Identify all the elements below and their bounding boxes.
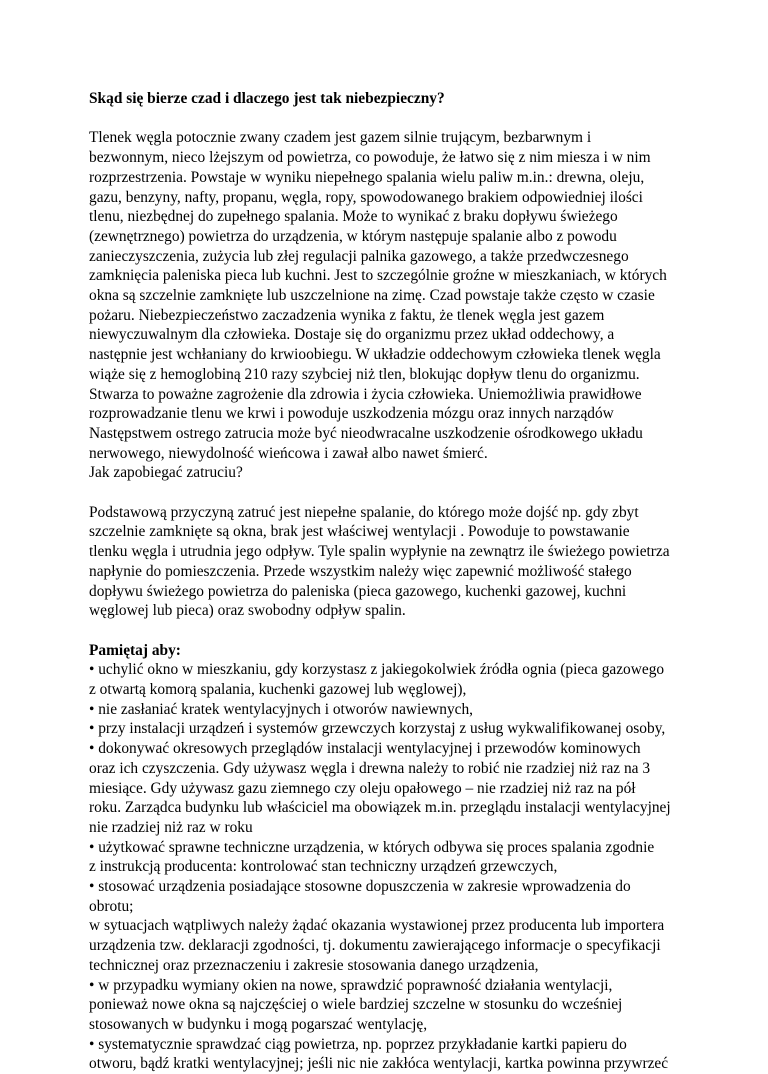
- list-line: • w przypadku wymiany okien na nowe, sprawdzić poprawność działania wentylacji,: [89, 976, 613, 994]
- text-line: rozprowadzanie tlenu we krwi i powoduje uszkodzenia mózgu oraz innych narządów: [89, 405, 614, 423]
- text-line: okna są szczelnie zamknięte lub uszczelnione na zimę. Czad powstaje także często w czasie: [89, 287, 655, 305]
- list-line: z otwartą komorą spalania, kuchenki gazowej lub węglowej),: [89, 681, 467, 699]
- text-line: nerwowego, niewydolność wieńcowa i zawał albo nawet śmierć.: [89, 444, 488, 462]
- text-line: tlenu, niezbędnej do zupełnego spalania. Może to wynikać z braku dopływu świeżego: [89, 208, 618, 226]
- list-line: • dokonywać okresowych przeglądów instalacji wentylacyjnej i przewodów kominowych: [89, 740, 641, 758]
- text-line: zanieczyszczenia, zużycia lub złej regulacji palnika gazowego, a także przedwczesnego: [89, 247, 629, 265]
- list-line: ponieważ nowe okna są najczęściej o wiele bardziej szczelne w stosunku do wcześniej: [89, 996, 623, 1014]
- text-line: (zewnętrznego) powietrza do urządzenia, w którym następuje spalanie albo z powodu: [89, 227, 617, 245]
- text-line: dopływu świeżego powietrza do paleniska (pieca gazowego, kuchenki gazowej, kuchni: [89, 582, 627, 600]
- text-line: rozprzestrzenia. Powstaje w wyniku niepełnego spalania wielu paliw m.in.: drewna, oleju,: [89, 168, 645, 186]
- text-line: gazu, benzyny, nafty, propanu, węgla, ropy, spowodowanego brakiem odpowiedniej ilości: [89, 188, 643, 206]
- text-line: wiąże się z hemoglobiną 210 razy szybciej niż tlen, blokując dopływ tlenu do organizmu.: [89, 365, 640, 383]
- text-line: pożaru. Niebezpieczeństwo zaczadzenia wynika z faktu, że tlenek węgla jest gazem: [89, 306, 605, 324]
- list-line: z instrukcją producenta: kontrolować stan techniczny urządzeń grzewczych,: [89, 858, 558, 876]
- text-line: Tlenek węgla potocznie zwany czadem jest gazem silnie trującym, bezbarwnym i: [89, 129, 592, 147]
- remember-heading: Pamiętaj aby:: [89, 641, 181, 659]
- text-line: szczelnie zamknięte są okna, brak jest właściwej wentylacji . Powoduje to powstawanie: [89, 523, 630, 541]
- list-line: • przy instalacji urządzeń i systemów grzewczych korzystaj z usług wykwalifikowanej osoby,: [89, 720, 666, 738]
- prevention-paragraph: [89, 503, 728, 621]
- document-title: Skąd się bierze czad i dlaczego jest tak niebezpieczny?: [89, 90, 445, 107]
- list-line: otworu, bądź kratki wentylacyjnej; jeśli nic nie zakłóca wentylacji, kartka powinna przywrzeć: [89, 1055, 669, 1073]
- list-line: miesiące. Gdy używasz gazu ziemnego czy oleju opałowego – nie rzadziej niż raz na pół: [89, 779, 636, 797]
- list-line: • stosować urządzenia posiadające stosowne dopuszczenia w zakresie wprowadzenia do: [89, 878, 631, 896]
- list-line: • uchylić okno w mieszkaniu, gdy korzystasz z jakiegokolwiek źródła ognia (pieca gazowego: [89, 661, 665, 679]
- list-line: w sytuacjach wątpliwych należy żądać okazania wystawionej przez producenta lub importera: [89, 917, 665, 935]
- list-line: nie rzadziej niż raz w roku: [89, 818, 253, 836]
- list-line: oraz ich czyszczenia. Gdy używasz węgla i drewna należy to robić nie rzadziej niż raz na 3: [89, 759, 651, 777]
- text-line: Stwarza to poważne zagrożenie dla zdrowia i życia człowieka. Uniemożliwia prawidłowe: [89, 385, 642, 403]
- list-line: obrotu;: [89, 897, 134, 915]
- list-line: • nie zasłaniać kratek wentylacyjnych i otworów nawiewnych,: [89, 700, 474, 718]
- list-line: • systematycznie sprawdzać ciąg powietrza, np. poprzez przykładanie kartki papieru do: [89, 1035, 627, 1053]
- remember-list: [89, 641, 728, 1074]
- text-line: Podstawową przyczyną zatruć jest niepełne spalanie, do którego może dojść np. gdy zbyt: [89, 503, 639, 521]
- list-line: technicznej oraz przeznaczeniu i zakresie stosowania danego urządzenia,: [89, 956, 539, 974]
- section-question: Jak zapobiegać zatruciu?: [89, 464, 243, 482]
- intro-paragraph: [89, 128, 728, 483]
- text-line: bezwonnym, nieco lżejszym od powietrza, co powoduje, że łatwo się z nim miesza i w nim: [89, 149, 651, 167]
- text-line: napłynie do pomieszczenia. Przede wszystkim należy więc zapewnić możliwość stałego: [89, 562, 632, 580]
- text-line: Następstwem ostrego zatrucia może być nieodwracalne uszkodzenie ośrodkowego układu: [89, 424, 643, 442]
- list-line: stosowanych w budynku i mogą pogarszać wentylację,: [89, 1016, 428, 1033]
- text-line: tlenku węgla i utrudnia jego odpływ. Tyle spalin wypłynie na zewnątrz ile świeżego powietrza: [89, 543, 670, 561]
- list-line: urządzenia tzw. deklaracji zgodności, tj. dokumentu zawierającego informacje o specyfikacji: [89, 937, 661, 955]
- text-line: węglowej lub pieca) oraz swobodny odpływ spalin.: [89, 602, 406, 620]
- text-line: zamknięcia paleniska pieca lub kuchni. Jest to szczególnie groźne w mieszkaniach, w których: [89, 267, 667, 285]
- text-line: następnie jest wchłaniany do krwioobiegu. W układzie oddechowym człowieka tlenek węgla: [89, 346, 661, 364]
- list-line: roku. Zarządca budynku lub właściciel ma obowiązek m.in. przeglądu instalacji wentylacyjnej: [89, 799, 671, 817]
- text-line: niewyczuwalnym dla człowieka. Dostaje się do organizmu przez układ oddechowy, a: [89, 326, 615, 344]
- list-line: • użytkować sprawne techniczne urządzenia, w których odbywa się proces spalania zgodnie: [89, 838, 655, 856]
